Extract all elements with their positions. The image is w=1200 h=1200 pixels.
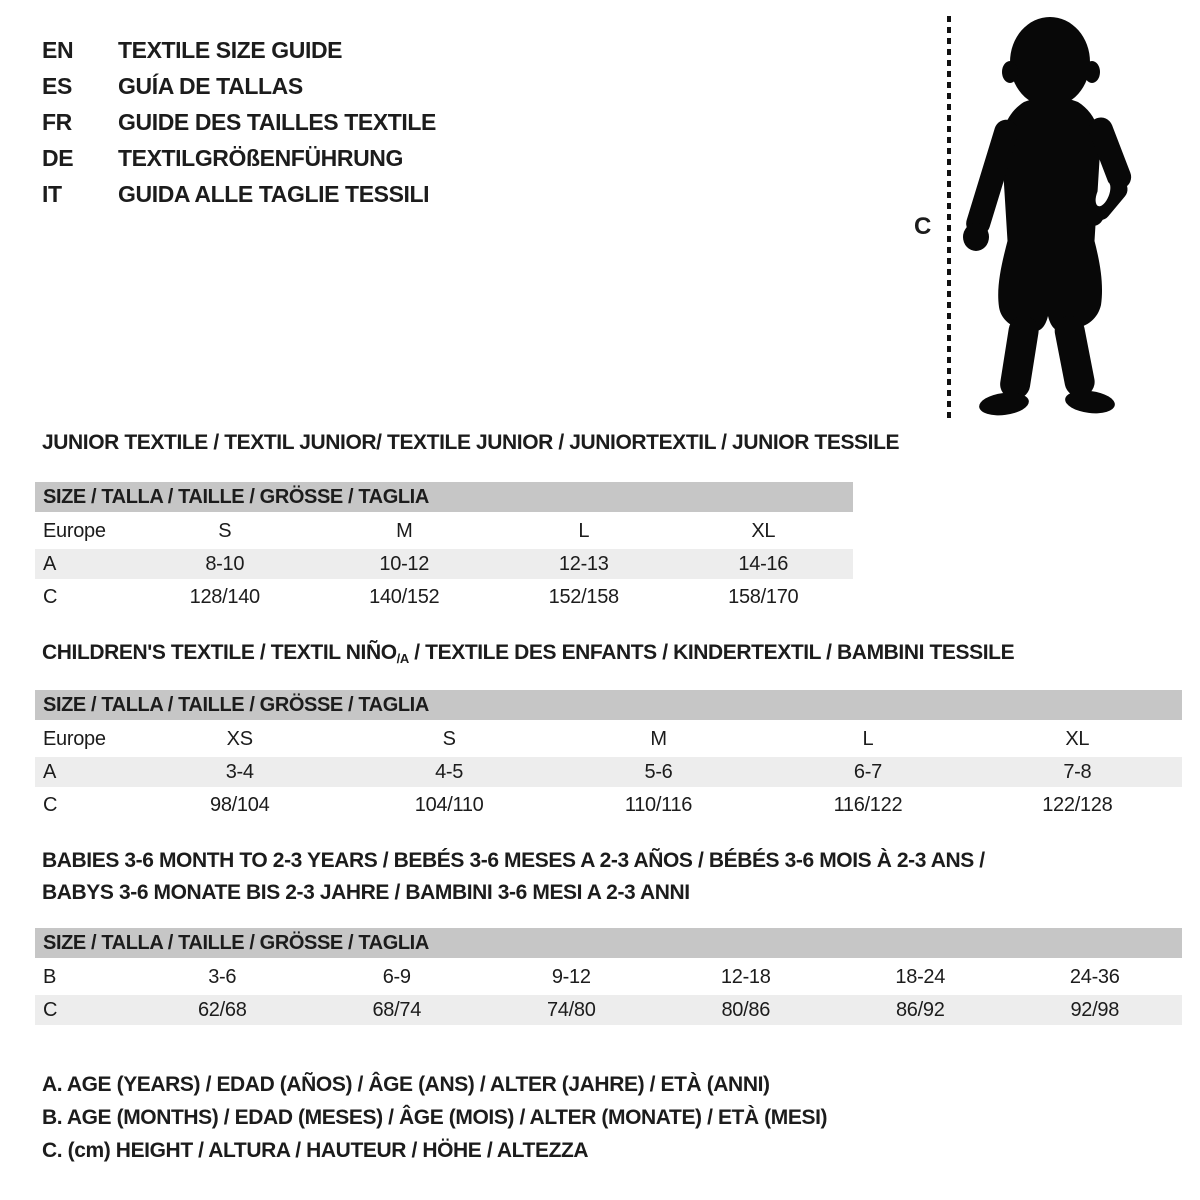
height-cell: 152/158 (548, 585, 619, 608)
age-cell: 4-5 (435, 760, 464, 783)
table-row-europe (35, 724, 1182, 754)
junior-size-table (35, 482, 853, 615)
language-title-list (42, 32, 436, 212)
babies-size-table (35, 928, 1182, 1028)
children-title-part2: / TEXTILE DES ENFANTS / KINDERTEXTIL / BAMBINI TESSILE (408, 641, 1015, 664)
language-code: DE (42, 144, 74, 171)
months-cell: 24-36 (1069, 965, 1120, 988)
junior-section-title: JUNIOR TEXTILE / TEXTIL JUNIOR/ TEXTILE JUNIOR / JUNIORTEXTIL / JUNIOR TESSILE (42, 431, 900, 454)
age-cell: 12-13 (558, 552, 609, 575)
language-code: EN (42, 36, 74, 63)
height-cell: 128/140 (189, 585, 260, 608)
measure-label-c: C (914, 213, 932, 240)
months-cell: 6-9 (382, 965, 411, 988)
size-cell: XS (226, 727, 253, 750)
height-cell: 68/74 (372, 998, 422, 1021)
months-cell: 12-18 (720, 965, 771, 988)
language-row-es (42, 68, 436, 104)
row-label: C (43, 793, 58, 816)
age-cell: 14-16 (738, 552, 789, 575)
height-cell: 62/68 (197, 998, 247, 1021)
row-label: Europe (43, 727, 106, 750)
height-cell: 80/86 (721, 998, 771, 1021)
size-cell: XL (751, 519, 776, 542)
size-header-row: SIZE / TALLA / TAILLE / GRÖSSE / TAGLIA (35, 690, 1182, 720)
age-cell: 6-7 (853, 760, 882, 783)
legend-line-b: B. AGE (MONTHS) / EDAD (MESES) / ÂGE (MOIS) / ALTER (MONATE) / ETÀ (MESI) (42, 1106, 828, 1129)
height-cell: 122/128 (1042, 793, 1113, 816)
guide-title-en: TEXTILE SIZE GUIDE (118, 36, 343, 63)
children-title-part1: CHILDREN'S TEXTILE / TEXTIL NIÑO (42, 641, 397, 664)
size-header-row: SIZE / TALLA / TAILLE / GRÖSSE / TAGLIA (35, 928, 1182, 958)
height-cell: 104/110 (414, 793, 484, 816)
size-cell: S (218, 519, 232, 542)
size-cell: L (578, 519, 590, 542)
table-row-age (35, 757, 1182, 787)
table-row-height (35, 790, 1182, 820)
age-cell: 7-8 (1063, 760, 1092, 783)
language-row-fr (42, 104, 436, 140)
language-code: IT (42, 180, 62, 207)
table-row-months (35, 962, 1182, 992)
size-cell: M (650, 727, 667, 750)
size-cell: L (862, 727, 874, 750)
row-label: A (43, 760, 57, 783)
row-label: C (43, 998, 58, 1021)
guide-title-de: TEXTILGRÖßENFÜHRUNG (118, 144, 403, 171)
height-cell: 140/152 (369, 585, 440, 608)
months-cell: 18-24 (895, 965, 946, 988)
children-section-title (42, 641, 1014, 666)
height-cell: 158/170 (728, 585, 799, 608)
guide-title-it: GUIDA ALLE TAGLIE TESSILI (118, 180, 430, 207)
height-cell: 74/80 (546, 998, 596, 1021)
size-header-row: SIZE / TALLA / TAILLE / GRÖSSE / TAGLIA (35, 482, 853, 512)
guide-title-fr: GUIDE DES TAILLES TEXTILE (118, 108, 436, 135)
language-row-en (42, 32, 436, 68)
months-cell: 3-6 (208, 965, 237, 988)
table-row-europe (35, 516, 853, 546)
language-row-it (42, 176, 436, 212)
height-measure-line (946, 16, 952, 418)
age-cell: 5-6 (644, 760, 673, 783)
row-label: B (43, 965, 57, 988)
height-cell: 110/116 (624, 793, 693, 816)
age-cell: 10-12 (379, 552, 430, 575)
age-cell: 3-4 (225, 760, 254, 783)
size-cell: XL (1065, 727, 1090, 750)
row-label: C (43, 585, 58, 608)
measurement-legend (42, 1068, 827, 1167)
height-cell: 92/98 (1070, 998, 1120, 1021)
height-cell: 98/104 (210, 793, 270, 816)
legend-line-a: A. AGE (YEARS) / EDAD (AÑOS) / ÂGE (ANS) / ALTER (JAHRE) / ETÀ (ANNI) (42, 1073, 770, 1096)
babies-title-line2: BABYS 3-6 MONATE BIS 2-3 JAHRE / BAMBINI 3-6 MESI A 2-3 ANNI (42, 881, 690, 904)
table-row-height (35, 995, 1182, 1025)
language-row-de (42, 140, 436, 176)
guide-title-es: GUÍA DE TALLAS (118, 72, 303, 99)
toddler-silhouette (962, 14, 1132, 416)
height-cell: 116/122 (833, 793, 903, 816)
language-code: ES (42, 72, 72, 99)
children-size-table (35, 690, 1182, 823)
size-cell: M (396, 519, 413, 542)
babies-title-line1: BABIES 3-6 MONTH TO 2-3 YEARS / BEBÉS 3-6 MESES A 2-3 AÑOS / BÉBÉS 3-6 MOIS À 2-3 ANS / (42, 849, 985, 872)
row-label: Europe (43, 519, 106, 542)
months-cell: 9-12 (551, 965, 591, 988)
children-title-subscript: /A (396, 651, 409, 666)
size-cell: S (442, 727, 456, 750)
age-cell: 8-10 (205, 552, 245, 575)
legend-line-c: C. (cm) HEIGHT / ALTURA / HAUTEUR / HÖHE / ALTEZZA (42, 1139, 589, 1162)
language-code: FR (42, 108, 72, 135)
table-row-height (35, 582, 853, 612)
table-row-age (35, 549, 853, 579)
row-label: A (43, 552, 57, 575)
height-cell: 86/92 (895, 998, 945, 1021)
babies-section-title (42, 845, 985, 909)
